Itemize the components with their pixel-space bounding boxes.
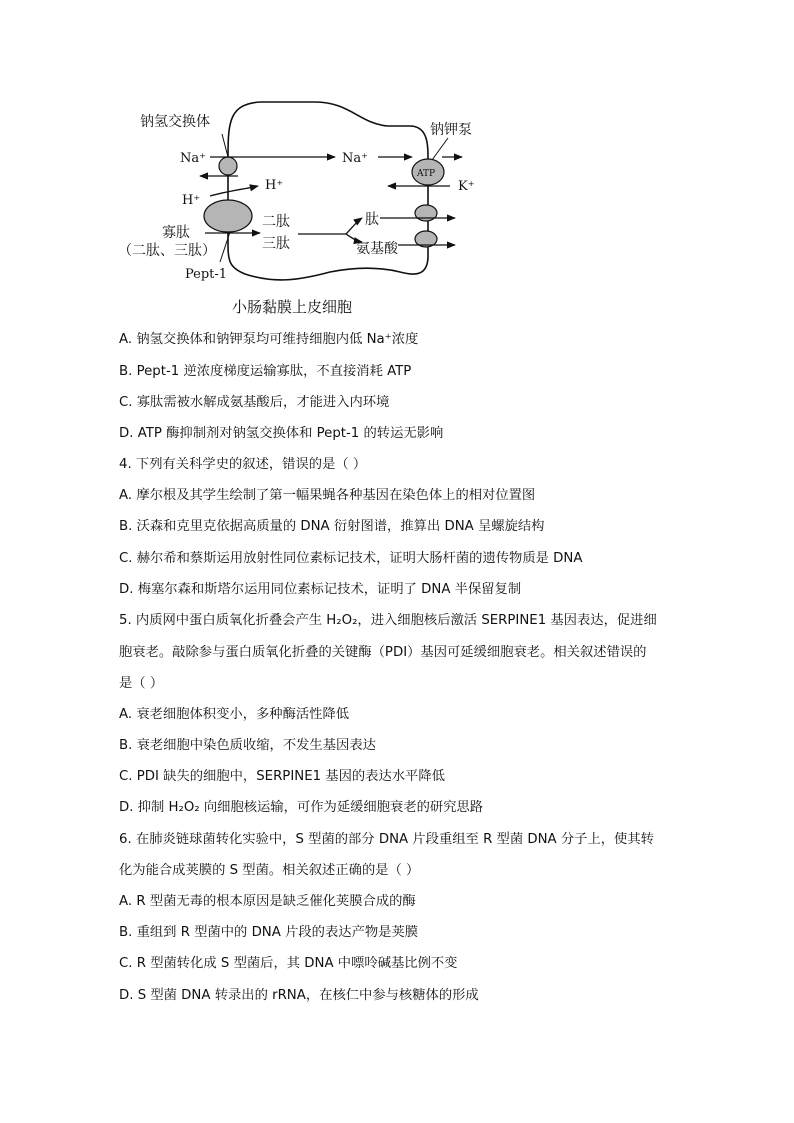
figure-caption: 小肠黏膜上皮细胞 (232, 298, 353, 316)
label-pept1: Pept-1 (185, 267, 228, 282)
question-5-line-3: 是（ ） (119, 676, 164, 691)
label-peptide: 肽 (365, 212, 379, 228)
option-6a: A. R 型菌无毒的根本原因是缺乏催化荚膜合成的酶 (119, 894, 416, 909)
label-dipeptide: 二肽 (262, 214, 290, 230)
question-5-line-1: 5. 内质网中蛋白质氧化折叠会产生 H₂O₂，进入细胞核后激活 SERPINE1 基因表达，促进细 (119, 613, 657, 628)
label-oligopeptide: 寡肽 (162, 225, 190, 241)
h-in-arrow (210, 186, 258, 196)
label-na-left: Na⁺ (180, 151, 206, 166)
option-3d: D. ATP 酶抑制剂对钠氢交换体和 Pept-1 的转运无影响 (119, 426, 444, 441)
option-3a: A. 钠氢交换体和钠钾泵均可维持细胞内低 Na⁺浓度 (119, 332, 419, 347)
label-k: K⁺ (458, 179, 475, 194)
option-4a: A. 摩尔根及其学生绘制了第一幅果蝇各种基因在染色体上的相对位置图 (119, 488, 536, 503)
option-4b: B. 沃森和克里克依据高质量的 DNA 衍射图谱，推算出 DNA 呈螺旋结构 (119, 519, 545, 534)
question-6-line-2: 化为能合成荚膜的 S 型菌。相关叙述正确的是（ ） (119, 863, 420, 878)
option-5a: A. 衰老细胞体积变小，多种酶活性降低 (119, 707, 350, 722)
label-h-right: H⁺ (265, 178, 284, 193)
label-h-lower: H⁺ (182, 193, 201, 208)
label-na-mid: Na⁺ (342, 151, 368, 166)
label-tripeptide: 三肽 (262, 236, 290, 252)
option-4c: C. 赫尔希和蔡斯运用放射性同位素标记技术，证明大肠杆菌的遗传物质是 DNA (119, 551, 583, 566)
label-atp: ATP (417, 169, 436, 179)
option-6c: C. R 型菌转化成 S 型菌后，其 DNA 中嘌呤碱基比例不变 (119, 956, 458, 971)
exchanger-pointer (222, 134, 228, 157)
label-pump: 钠钾泵 (430, 122, 472, 138)
option-6b: B. 重组到 R 型菌中的 DNA 片段的表达产物是荚膜 (119, 925, 419, 940)
exchanger-transporter (219, 157, 237, 175)
option-3c: C. 寡肽需被水解成氨基酸后，才能进入内环境 (119, 395, 390, 410)
option-4d: D. 梅塞尔森和斯塔尔运用同位素标记技术，证明了 DNA 半保留复制 (119, 582, 522, 597)
branch-peptide (346, 218, 362, 234)
question-6-line-1: 6. 在肺炎链球菌转化实验中，S 型菌的部分 DNA 片段重组至 R 型菌 DNA 分子上，使其转 (119, 832, 654, 847)
label-oligo-paren: （二肽、三肽） (118, 243, 216, 259)
transport-diagram (110, 96, 510, 321)
diagram-svg (110, 96, 510, 321)
option-5c: C. PDI 缺失的细胞中，SERPINE1 基因的表达水平降低 (119, 769, 445, 784)
option-3b: B. Pept-1 逆浓度梯度运输寡肽，不直接消耗 ATP (119, 364, 412, 379)
option-5b: B. 衰老细胞中染色质收缩，不发生基因表达 (119, 738, 376, 753)
option-5d: D. 抑制 H₂O₂ 向细胞核运输，可作为延缓细胞衰老的研究思路 (119, 800, 484, 815)
label-amino-acid: 氨基酸 (356, 241, 398, 257)
option-6d: D. S 型菌 DNA 转录出的 rRNA，在核仁中参与核糖体的形成 (119, 988, 479, 1003)
question-4: 4. 下列有关科学史的叙述，错误的是（ ） (119, 457, 367, 472)
cell-membrane-outline (228, 102, 428, 280)
label-exchanger: 钠氢交换体 (140, 114, 210, 130)
pept1-transporter (204, 200, 252, 232)
question-5-line-2: 胞衰老。敲除参与蛋白质氧化折叠的关键酶（PDI）基因可延缓细胞衰老。相关叙述错误的 (119, 645, 647, 660)
